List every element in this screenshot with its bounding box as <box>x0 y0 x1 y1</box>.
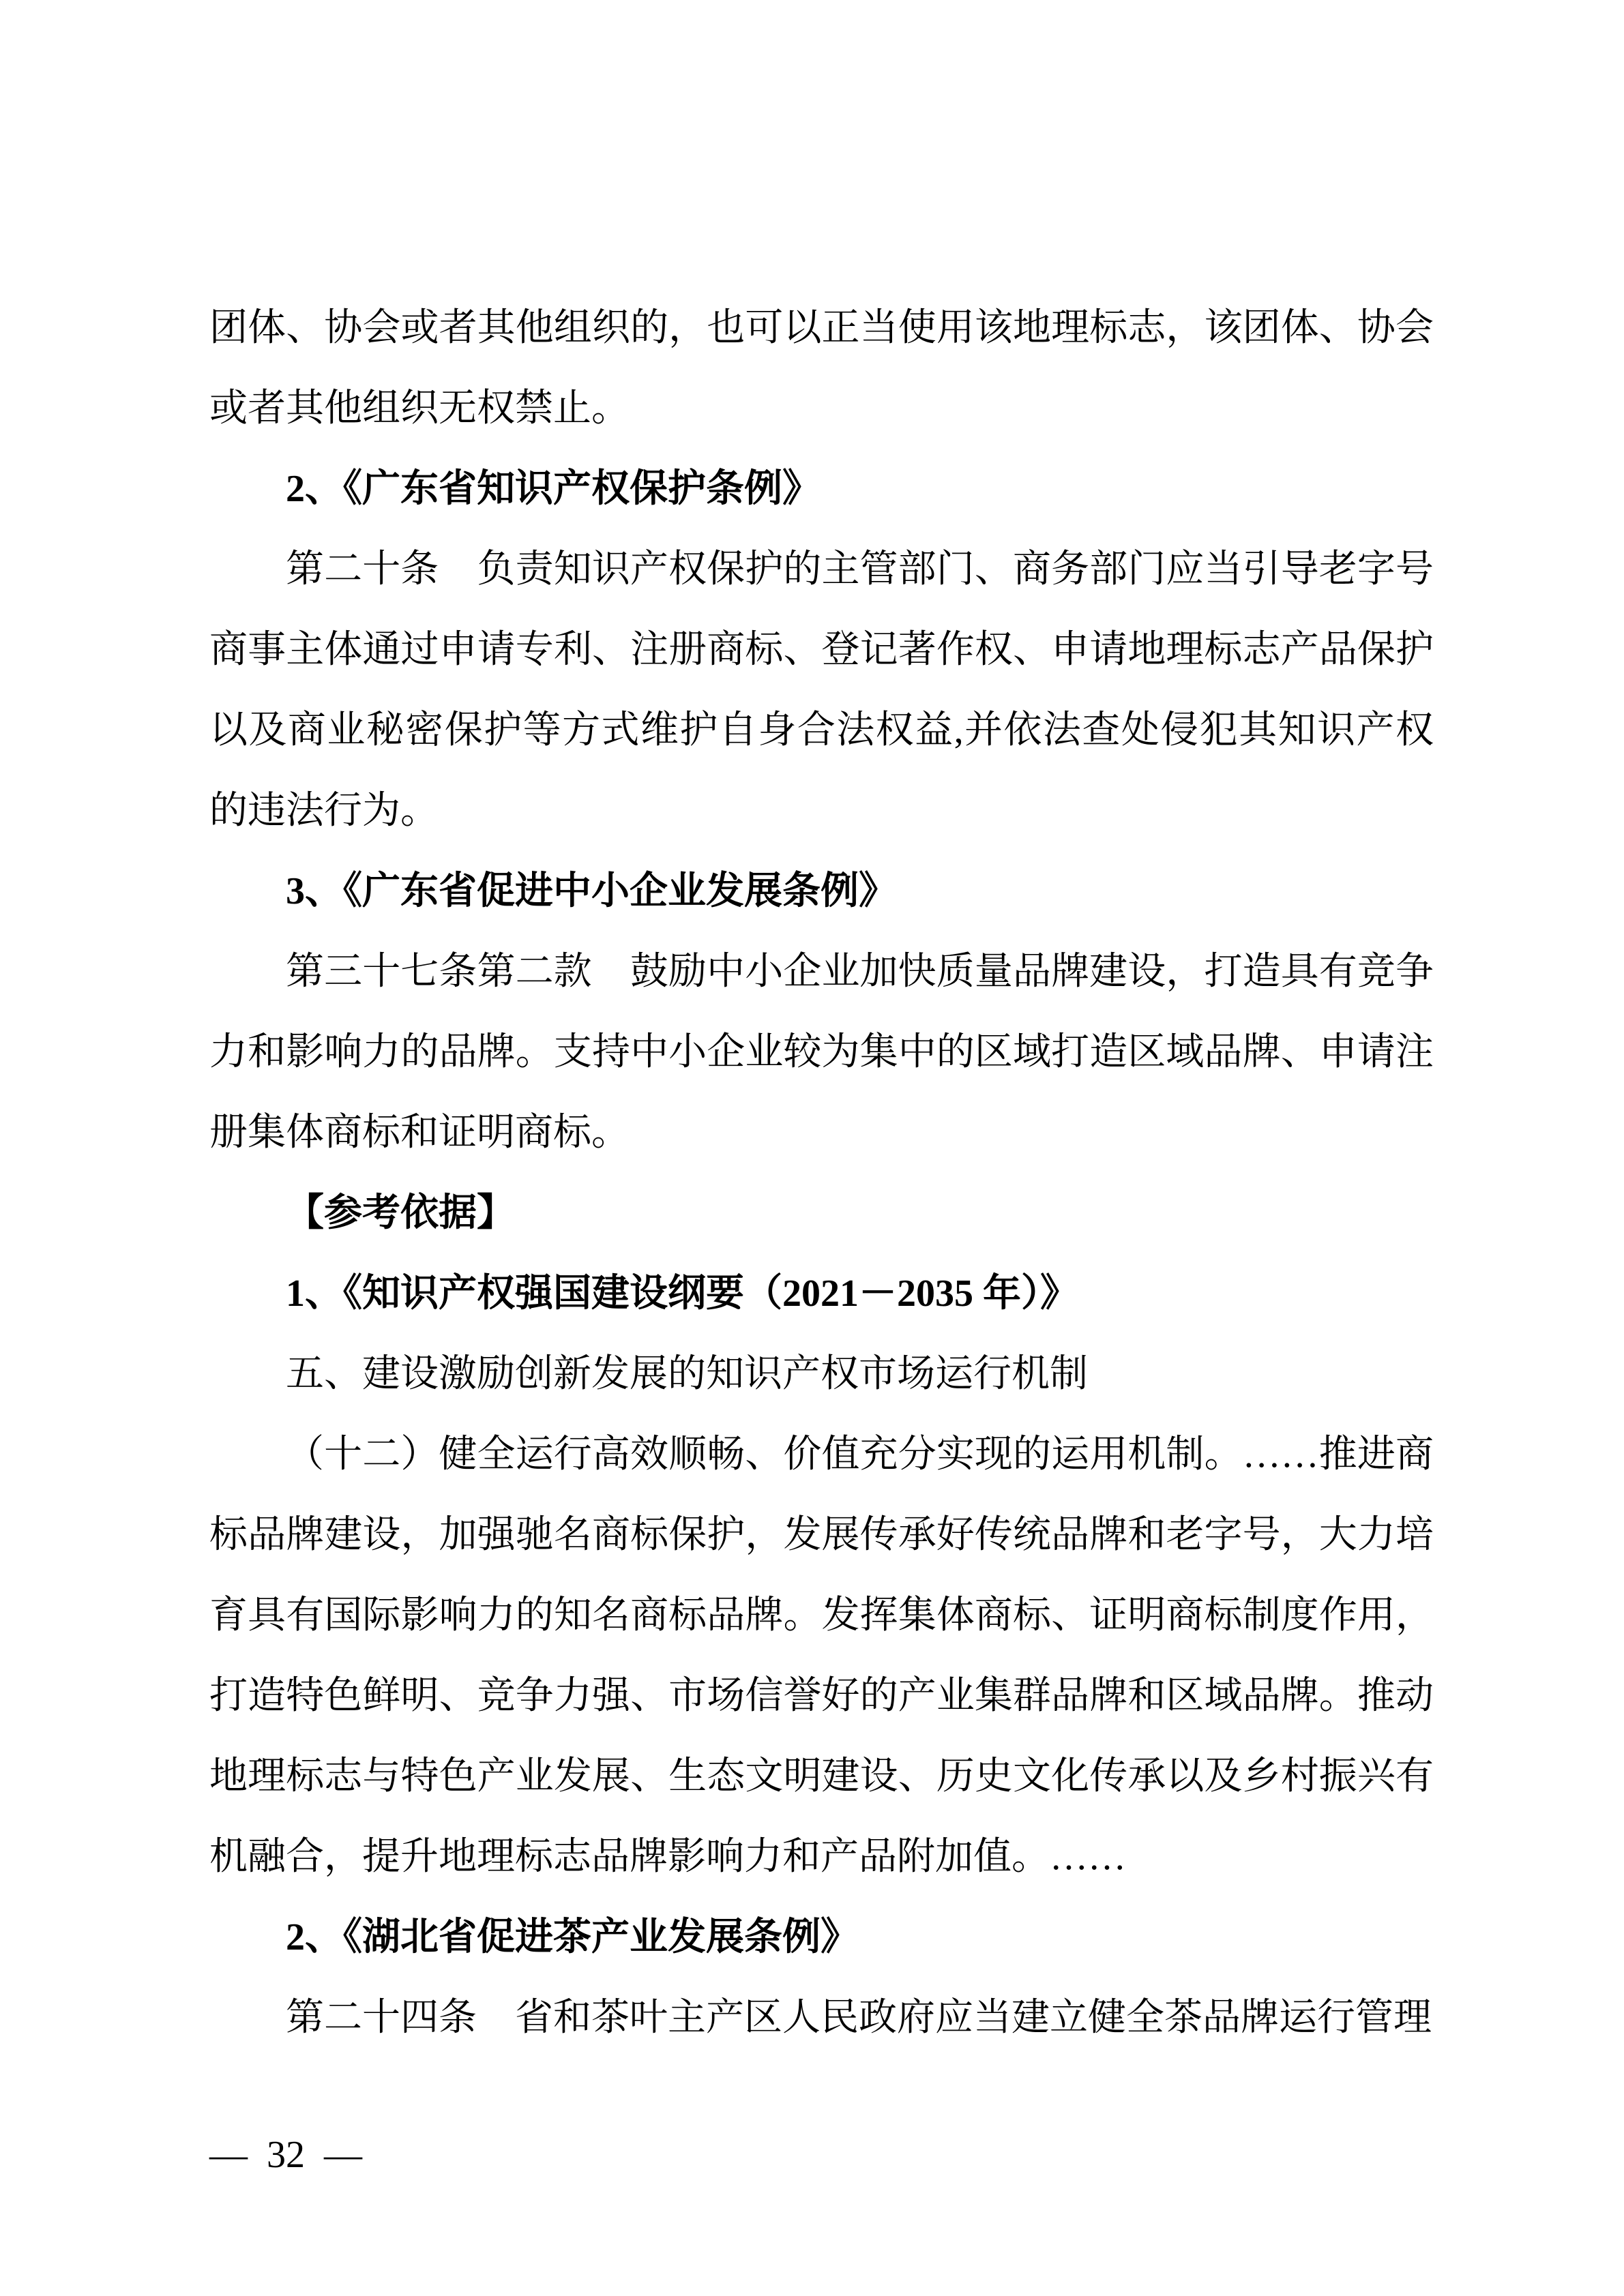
clause-12-paragraph: （十二）健全运行高效顺畅、价值充分实现的运用机制。……推进商标品牌建设，加强驰名商标保护，发展传承好传统品牌和老字号，大力培育具有国际影响力的知名商标品牌。发挥集体商标、证明商标制度作用，打造特色鲜明、竞争力强、市场信誉好的产业集群品牌和区域品牌。推动地理标志与特色产业发展、生态文明建设、历史文化传承以及乡村振兴有机融合，提升地理标志品牌影响力和产品附加值。…… <box>209 1433 1434 1878</box>
text-block <box>209 288 1434 2058</box>
page-number: — 32 — <box>209 2134 362 2176</box>
article-24-paragraph: 第二十四条 省和茶叶主产区人民政府应当建立健全茶品牌运行管理 <box>286 1997 1432 2039</box>
heading-ip-strong-nation-outline: 1、《知识产权强国建设纲要（2021－2035 年）》 <box>286 1272 1078 1315</box>
heading-guangdong-ip-protection-regulation: 2、《广东省知识产权保护条例》 <box>286 468 821 510</box>
heading-hubei-tea-industry-regulation: 2、《湖北省促进茶产业发展条例》 <box>286 1916 859 1958</box>
body-paragraph-continuation: 团体、协会或者其他组织的，也可以正当使用该地理标志，该团体、协会或者其他组织无权禁止。 <box>209 307 1434 430</box>
section-5-title-line: 五、建设激励创新发展的知识产权市场运行机制 <box>286 1353 1088 1395</box>
heading-reference-basis: 【参考依据】 <box>286 1192 515 1234</box>
article-20-paragraph: 第二十条 负责知识产权保护的主管部门、商务部门应当引导老字号商事主体通过申请专利、注册商标、登记著作权、申请地理标志产品保护以及商业秘密保护等方式维护自身合法权益,并依法查处侵犯其知识产权的违法行为。 <box>209 548 1434 832</box>
heading-guangdong-sme-development-regulation: 3、《广东省促进中小企业发展条例》 <box>286 870 897 912</box>
article-37-clause-2-paragraph: 第三十七条第二款 鼓励中小企业加快质量品牌建设，打造具有竞争力和影响力的品牌。支持中小企业较为集中的区域打造区域品牌、申请注册集体商标和证明商标。 <box>209 951 1434 1154</box>
